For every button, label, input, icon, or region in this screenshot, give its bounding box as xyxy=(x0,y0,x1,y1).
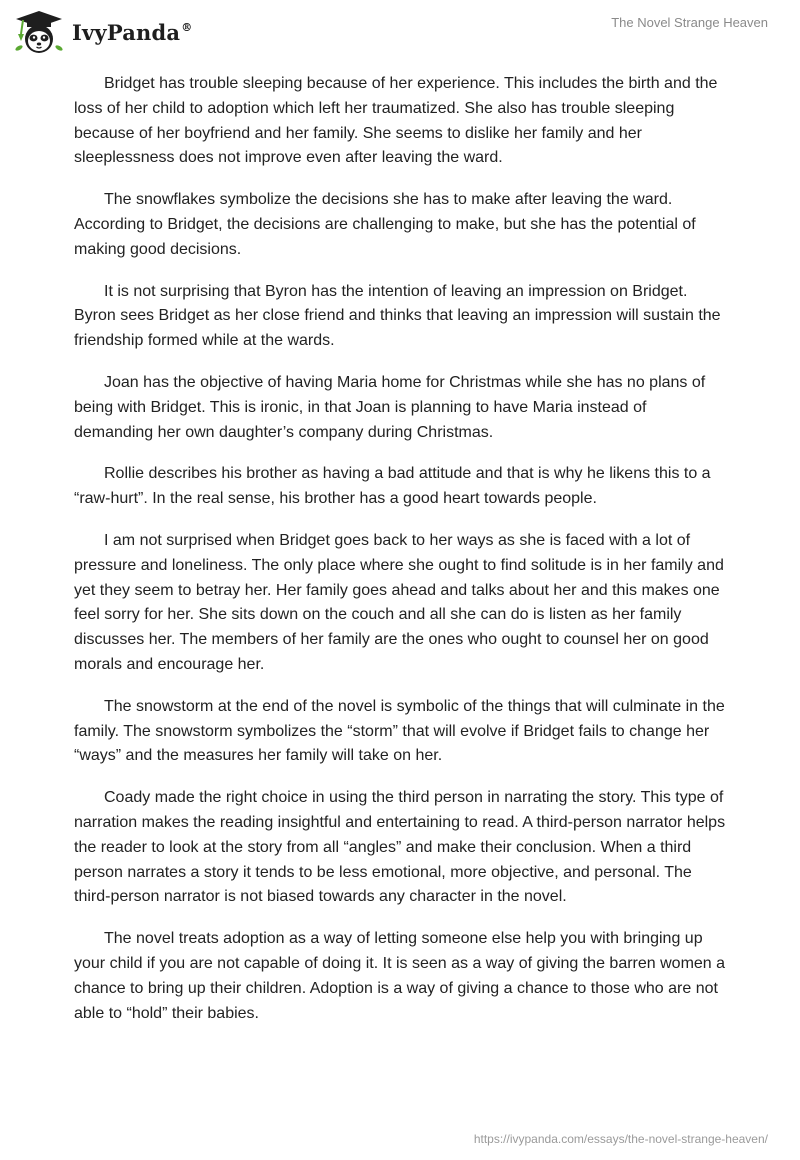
paragraph: Bridget has trouble sleeping because of her experience. This includes the birth and the loss of her child to adoption which left her traumatized. She also has trouble sleeping because of her boyfriend and her family. She seems to dislike her family and her sleeplessness does not improve even after leaving the ward. xyxy=(74,75,718,167)
paragraph: Rollie describes his brother as having a bad attitude and that is why he likens this to a “raw-hurt”. In the real sense, his brother has a good heart towards people. xyxy=(74,465,711,508)
paragraph: Joan has the objective of having Maria home for Christmas while she has no plans of being with Bridget. This is ironic, in that Joan is planning to have Maria instead of demanding her own daughter’s company during Christmas. xyxy=(74,373,706,441)
paragraph: Coady made the right choice in using the third person in narrating the story. This type of narration makes the reading insightful and entertaining to read. A third-person narrator helps the reader to look at the story from all “angles” and make their conclusion. When a third person narrates a story it tends to be less emotional, more objective, and personal. The third-person narrator is not biased towards any character in the novel. xyxy=(74,789,726,906)
paragraph: The novel treats adoption as a way of letting someone else help you with bringing up your child if you are not capable of doing it. It is seen as a way of giving the barren women a chance to bring up their children. Adoption is a way of giving a chance to those who are not able to “hold” their babies. xyxy=(74,930,726,1022)
paragraph: The snowstorm at the end of the novel is symbolic of the things that will culminate in the family. The snowstorm symbolizes the “storm” that will evolve if Bridget fails to change her “ways” and the measures her family will take on her. xyxy=(74,697,725,765)
registered-mark: ® xyxy=(181,20,193,34)
paragraph: It is not surprising that Byron has the intention of leaving an impression on Bridget. Byron sees Bridget as her close friend and thinks that leaving an impression will sustain the friendship formed while at the wards. xyxy=(74,282,721,350)
ivypanda-logo[interactable] xyxy=(14,10,192,54)
paragraph: The snowflakes symbolize the decisions she has to make after leaving the ward. According to Bridget, the decisions are challenging to make, but she has the potential of making good decisions. xyxy=(74,191,696,258)
page-header xyxy=(0,0,800,64)
panda-graduate-icon xyxy=(14,10,64,54)
brand-name: IvyPanda® xyxy=(72,19,193,45)
paragraph: I am not surprised when Bridget goes back to her ways as she is faced with a lot of pressure and loneliness. The only place where she ought to find solitude is in her family and yet they seem to betray her. Her family goes ahead and talks about her and this makes one feel sorry for her. She sits down on the couch and all she can do is listen as her family discusses her. The members of her family are the ones who ought to counsel her on good morals and encourage her. xyxy=(74,531,724,673)
source-url[interactable]: https://ivypanda.com/essays/the-novel-strange-heaven/ xyxy=(473,1132,768,1146)
document-title: The Novel Strange Heaven xyxy=(611,15,768,30)
essay-body xyxy=(74,72,730,1043)
